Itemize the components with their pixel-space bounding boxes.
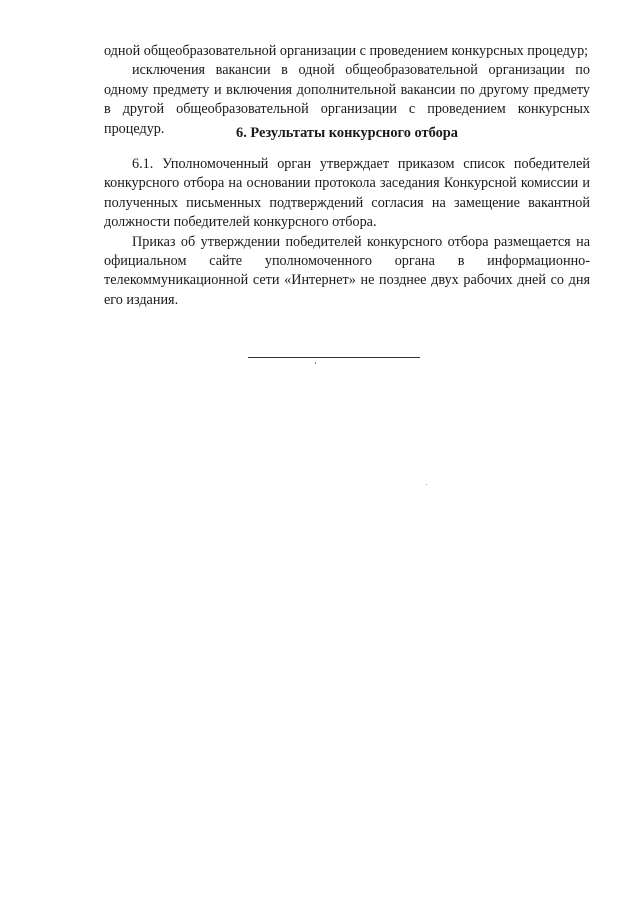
continuation-line: одной общеобразовательной организации с проведением конкурсных процедур; xyxy=(104,43,589,59)
publication-paragraph: Приказ об утверждении победителей конкурсного отбора размещается на официальном сайте уполномоченного органа в информационно-телекоммуникационной сети «Интернет» не позднее двух рабочих дней со дня его издания. xyxy=(104,233,590,308)
exclusion-paragraph: исключения вакансии в одной общеобразовательной организации по одному предмету и включения дополнительной вакансии по другому предмету в другой общеобразовательной организации с проведением конкурсных процедур. xyxy=(104,62,590,137)
section-6-heading: 6. Результаты конкурсного отбора xyxy=(236,125,458,141)
paragraph-6-1: 6.1. Уполномоченный орган утверждает приказом список победителей конкурсного отбора на основании протокола заседания Конкурсной комиссии и полученных письменных подтверждений согласия на замещение вакантной должности победителей конкурсного отбора. xyxy=(104,156,590,231)
section-6-body xyxy=(104,155,590,310)
scan-speck xyxy=(426,484,427,485)
end-of-document-rule xyxy=(248,357,420,358)
rule-mark xyxy=(315,362,316,364)
